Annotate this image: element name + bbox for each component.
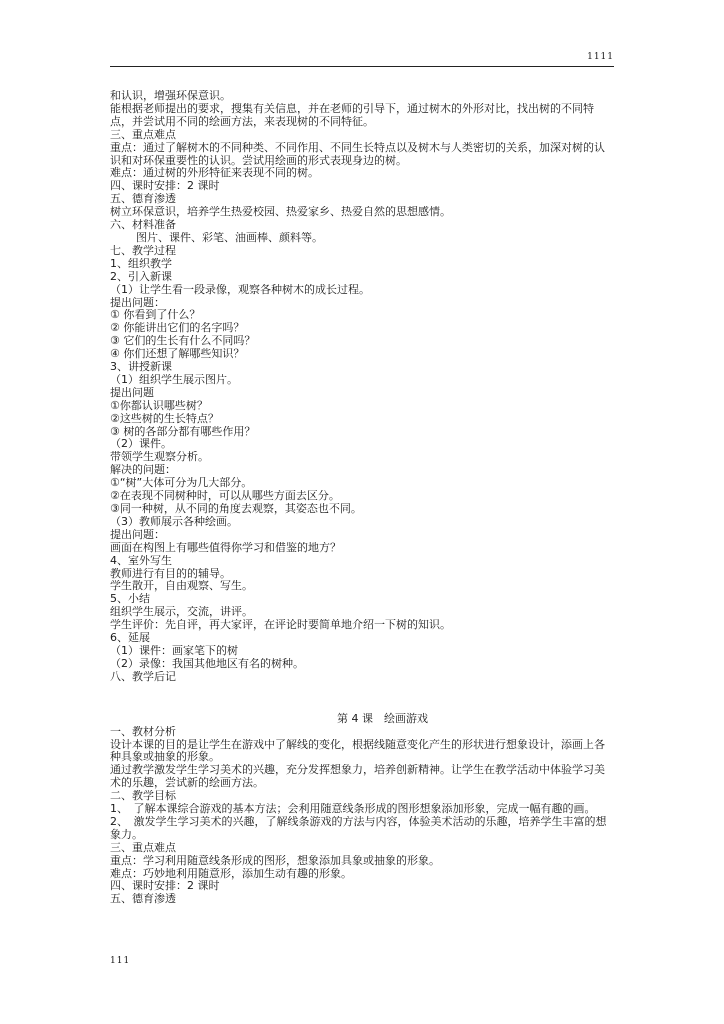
text-line: 学生评价：先自评，再大家评，在评论时要简单地介绍一下树的知识。	[110, 619, 451, 632]
text-line: 四、课时安排：2 课时	[110, 180, 220, 193]
text-line: 难点：巧妙地利用随意形，添加生动有趣的形象。	[110, 867, 352, 880]
text-line: ③同一种树，从不同的角度去观察，其姿态也不同。	[110, 503, 362, 515]
text-line: 2、 激发学生学习美术的兴趣，了解线条游戏的方法与内容，体验美术活动的乐趣，培养学生丰富的想象力。	[110, 815, 607, 841]
text-line: 画面在构图上有哪些值得你学习和借鉴的地方？	[110, 541, 341, 554]
text-line: 教师进行有目的的辅导。	[110, 567, 231, 580]
text-line: 组织学生展示，交流，讲评。	[110, 606, 253, 619]
text-line: （1）课件：画家笔下的树	[110, 644, 238, 657]
text-line: ③ 它们的生长有什么不同吗？	[110, 335, 256, 348]
document-body	[110, 90, 615, 906]
text-line: 六、材料准备	[110, 219, 176, 232]
lesson-plan-section	[110, 90, 615, 684]
text-line: 树立环保意识，培养学生热爱校园、热爱家乡、热爱自然的思想感情。	[110, 206, 451, 219]
text-line: 五、德育渗透	[110, 193, 176, 206]
text-line: 提出问题：	[110, 528, 165, 541]
text-line: 八、教学后记	[110, 670, 176, 683]
text-line: 设计本课的目的是让学生在游戏中了解线的变化，根据线随意变化产生的形状进行想象设计，添画上各种具象或抽象的形象。	[110, 738, 605, 764]
text-line: ① 你看到了什么？	[110, 309, 201, 322]
text-line: 能根据老师提出的要求，搜集有关信息，并在老师的引导下，通过树木的外形对比，找出树的不同特点，并尝试用不同的绘画方法，来表现树的不同特征。	[110, 102, 594, 128]
text-line: 学生散开，自由观察、写生。	[110, 580, 253, 593]
text-line: ②这些树的生长特点？	[110, 412, 219, 425]
text-line: ①你都认识哪些树？	[110, 399, 208, 412]
lesson-4-section	[110, 726, 615, 907]
lesson-title: 第 4 课 绘画游戏	[337, 711, 428, 725]
text-line: ③ 树的各部分都有哪些作用？	[110, 425, 256, 438]
text-line: 重点：学习利用随意线条形成的图形，想象添加具象或抽象的形象。	[110, 854, 440, 867]
text-line: ④ 你们还想了解哪些知识？	[110, 348, 245, 361]
text-line: （3）教师展示各种绘画。	[110, 515, 238, 528]
text-line: 和认识，增强环保意识。	[110, 90, 231, 102]
text-line: 2、引入新课	[110, 270, 172, 283]
text-line: 二、教学目标	[110, 790, 176, 803]
text-line: 五、德育渗透	[110, 893, 176, 906]
text-line: （1）让学生看一段录像，观察各种树木的成长过程。	[110, 283, 370, 296]
header-divider	[110, 66, 614, 67]
text-line: 解决的问题：	[110, 464, 176, 477]
text-line: 6、延展	[110, 632, 150, 645]
footer-page-number: 111	[110, 956, 131, 966]
text-line: 一、教材分析	[110, 725, 176, 738]
header-page-number: 1111	[587, 52, 614, 62]
text-line: 通过教学激发学生学习美术的兴趣，充分发挥想象力，培养创新精神。让学生在教学活动中体验学习美术的乐趣，尝试新的绘画方法。	[110, 764, 605, 790]
text-line: ② 你能讲出它们的名字吗？	[110, 322, 245, 335]
text-line: 带领学生观察分析。	[110, 451, 209, 464]
text-line: 提出问题	[110, 386, 154, 399]
text-line: 1、组织教学	[110, 257, 172, 270]
text-line: 4、室外写生	[110, 554, 172, 567]
text-line: 3、讲授新课	[110, 361, 172, 374]
text-line: 七、教学过程	[110, 244, 176, 257]
text-line: 难点：通过树的外形特征来表现不同的树。	[110, 167, 319, 180]
text-line: 重点：通过了解树木的不同种类、不同作用、不同生长特点以及树木与人类密切的关系，加深对树的认识和对环保重要性的认识。尝试用绘画的形式表现身边的树。	[110, 141, 605, 167]
text-line: 三、重点难点	[110, 128, 176, 141]
text-line: ②在表现不同树种时，可以从哪些方面去区分。	[110, 490, 340, 503]
text-line: 三、重点难点	[110, 841, 176, 854]
text-line: ①“树”大体可分为几大部分。	[110, 477, 253, 490]
text-line: 图片、课件、彩笔、油画棒、颜料等。	[136, 231, 323, 244]
text-line: （1）组织学生展示图片。	[110, 373, 238, 386]
text-line: （2）录像：我国其他地区有名的树种。	[110, 657, 304, 670]
text-line: 5、小结	[110, 593, 150, 606]
text-line: 提出问题：	[110, 296, 165, 309]
text-line: 1、 了解本课综合游戏的基本方法；会利用随意线条形成的图形想象添加形象，完成一幅有趣的画。	[110, 803, 596, 816]
text-line: （2）课件。	[110, 438, 172, 451]
text-line: 四、课时安排：2 课时	[110, 880, 220, 893]
